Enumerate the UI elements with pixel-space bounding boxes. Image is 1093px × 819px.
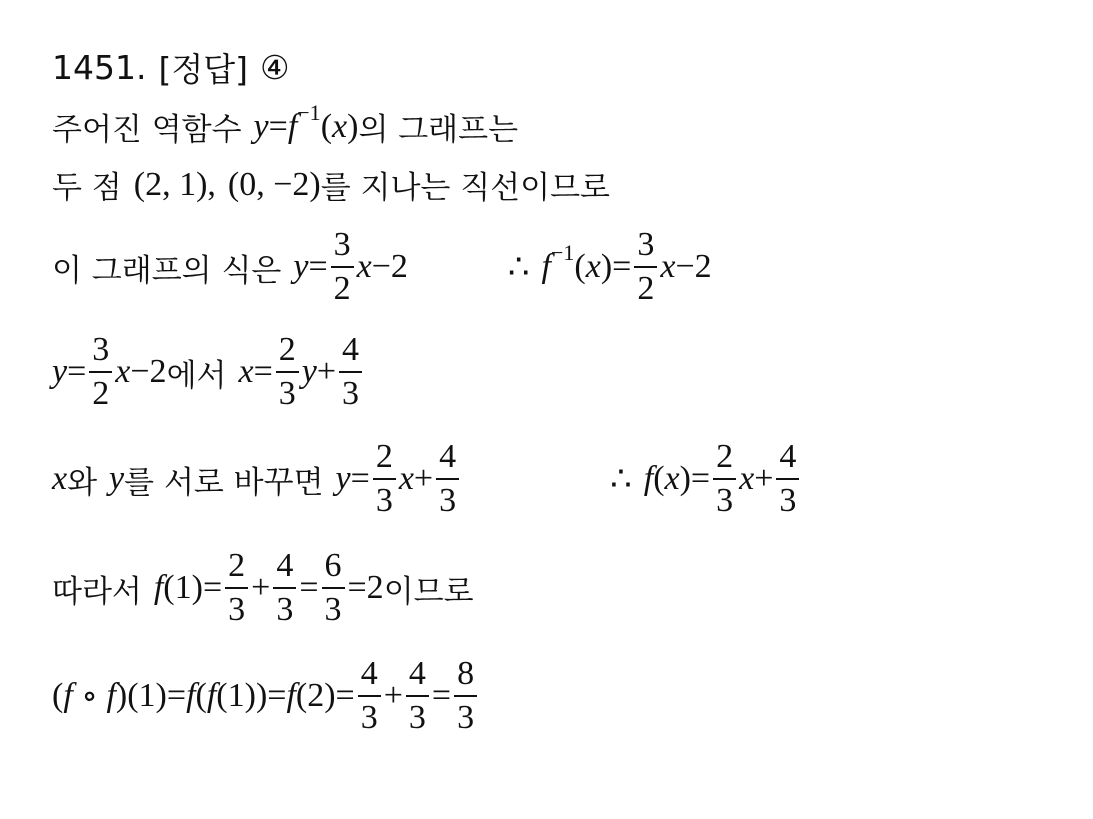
math-op: +: [383, 677, 403, 714]
math-var: x: [585, 248, 601, 285]
fraction-denominator: 3: [375, 482, 393, 519]
text-segment: 의 그래프는: [358, 112, 519, 148]
fraction: [339, 333, 362, 411]
fraction-numerator: 4: [360, 655, 378, 692]
math-op: +: [413, 460, 434, 497]
therefore-symbol: ∴: [610, 461, 632, 498]
math-term: )(1)=: [115, 677, 187, 714]
math-var: f: [643, 460, 654, 497]
fraction: [406, 657, 429, 735]
fraction-denominator: 2: [92, 375, 110, 412]
math-var: f: [63, 677, 73, 714]
solution-line-5: x 와 y 를 서로 바꾸면 y = $\frac{2}{3}$ x + $\frac{4}{3}$ ∴ f ( x )= $\frac{2}{3}$ x + $\frac{4}{3}$: [52, 440, 802, 518]
math-term: −2: [130, 353, 167, 390]
math-term: (2)=: [295, 677, 355, 714]
fraction: [634, 228, 657, 306]
fraction-numerator: 2: [375, 438, 393, 475]
math-op: =: [308, 248, 328, 285]
fraction: [776, 440, 799, 518]
fraction: [436, 440, 459, 518]
text-segment: 에서: [166, 357, 227, 394]
math-point: (2, 1),: [133, 165, 216, 203]
fraction-denominator: 2: [637, 270, 655, 307]
fraction: [273, 549, 296, 627]
fraction: [373, 440, 396, 518]
fraction: [276, 333, 299, 411]
fraction-numerator: 8: [457, 655, 475, 692]
math-var: f: [106, 677, 116, 714]
fraction-numerator: 4: [408, 655, 426, 692]
math-superscript: −1: [551, 240, 575, 265]
solution-line-6: [52, 549, 474, 627]
answer-label: [정답]: [158, 50, 248, 89]
fraction: [322, 549, 345, 627]
math-op: (: [195, 677, 207, 714]
fraction-numerator: 2: [228, 547, 246, 584]
math-op: (: [320, 107, 333, 145]
fraction-denominator: 3: [439, 482, 457, 519]
solution-line-2: [52, 162, 610, 207]
fraction-numerator: 4: [342, 331, 360, 368]
math-var: f: [287, 107, 298, 145]
fraction-numerator: 4: [439, 438, 457, 475]
math-var: x: [664, 460, 680, 497]
math-op: =: [350, 460, 370, 497]
text-segment: 와: [67, 464, 98, 501]
text-segment: 주어진 역함수: [52, 112, 242, 148]
composition-symbol: ∘: [72, 678, 107, 715]
math-term: (1)=: [163, 569, 223, 606]
math-superscript: −1: [297, 99, 321, 125]
math-term: −2: [675, 248, 712, 285]
math-var: f: [286, 677, 296, 714]
fraction-denominator: 3: [360, 699, 378, 736]
text-segment: 를 지나는 직선이므로: [320, 170, 610, 206]
fraction: [358, 657, 381, 735]
math-op: (: [574, 248, 586, 285]
fraction-numerator: 2: [716, 438, 734, 475]
math-op: =: [67, 353, 87, 390]
text-segment: 이 그래프의 식은: [52, 252, 282, 289]
fraction-denominator: 3: [342, 375, 360, 412]
math-var: f: [153, 569, 164, 606]
math-op: +: [316, 353, 337, 390]
fraction-numerator: 3: [333, 226, 351, 263]
solution-line-1: [52, 99, 519, 149]
fraction: [225, 549, 248, 627]
math-var: x: [52, 460, 68, 497]
math-var: f: [541, 248, 551, 285]
fraction: [89, 333, 112, 411]
math-term: −2: [371, 248, 408, 285]
math-term: (1))=: [216, 677, 287, 714]
math-op: =: [431, 677, 452, 714]
math-op: (: [52, 677, 64, 714]
math-var: x: [115, 353, 131, 390]
fraction: [454, 657, 477, 735]
math-op: +: [251, 569, 271, 606]
math-var: y: [301, 353, 317, 390]
fraction-denominator: 3: [228, 591, 246, 628]
fraction-numerator: 4: [779, 438, 797, 475]
math-var: x: [356, 248, 372, 285]
math-var: y: [109, 460, 125, 497]
fraction-denominator: 3: [276, 591, 294, 628]
math-var: f: [186, 677, 196, 714]
problem-number: 1451.: [52, 48, 147, 87]
solution-line-7: [52, 657, 480, 735]
math-var: y: [52, 353, 68, 390]
fraction-numerator: 2: [278, 331, 296, 368]
math-op: =: [253, 353, 273, 390]
fraction-denominator: 3: [457, 699, 475, 736]
fraction-numerator: 6: [324, 547, 342, 584]
fraction-denominator: 2: [333, 270, 351, 307]
text-segment: 를 서로 바꾸면: [124, 464, 324, 501]
text-segment: 두 점: [52, 170, 122, 206]
math-var: x: [332, 107, 348, 145]
fraction: [331, 228, 354, 306]
fraction-denominator: 3: [408, 699, 426, 736]
therefore-symbol: ∴: [507, 249, 530, 286]
math-var: x: [739, 460, 755, 497]
answer-header: [52, 44, 290, 91]
math-var: y: [293, 248, 309, 285]
solution-line-4: [52, 333, 365, 411]
math-var: x: [238, 353, 254, 390]
fraction: [713, 440, 736, 518]
math-op: )=: [600, 248, 632, 285]
math-var: x: [398, 460, 414, 497]
solution-line-3: [52, 228, 712, 306]
math-op: =: [268, 107, 288, 145]
math-var: y: [335, 460, 351, 497]
math-op: ): [347, 107, 359, 145]
math-var: x: [660, 248, 676, 285]
text-segment: 이므로: [383, 573, 474, 610]
fraction-denominator: 3: [716, 482, 734, 519]
fraction-numerator: 3: [637, 226, 655, 263]
answer-choice: ④: [260, 48, 290, 87]
math-op: =: [299, 569, 319, 606]
fraction-denominator: 3: [278, 375, 296, 412]
math-point: (0, −2): [227, 165, 321, 203]
text-segment: 따라서: [52, 573, 142, 610]
math-var: f: [206, 677, 217, 714]
math-term: =2: [347, 569, 384, 606]
math-op: +: [754, 460, 774, 497]
math-var: y: [253, 107, 269, 145]
fraction-denominator: 3: [779, 482, 797, 519]
fraction-numerator: 4: [276, 547, 294, 584]
fraction-denominator: 3: [324, 591, 342, 628]
fraction-numerator: 3: [92, 331, 110, 368]
